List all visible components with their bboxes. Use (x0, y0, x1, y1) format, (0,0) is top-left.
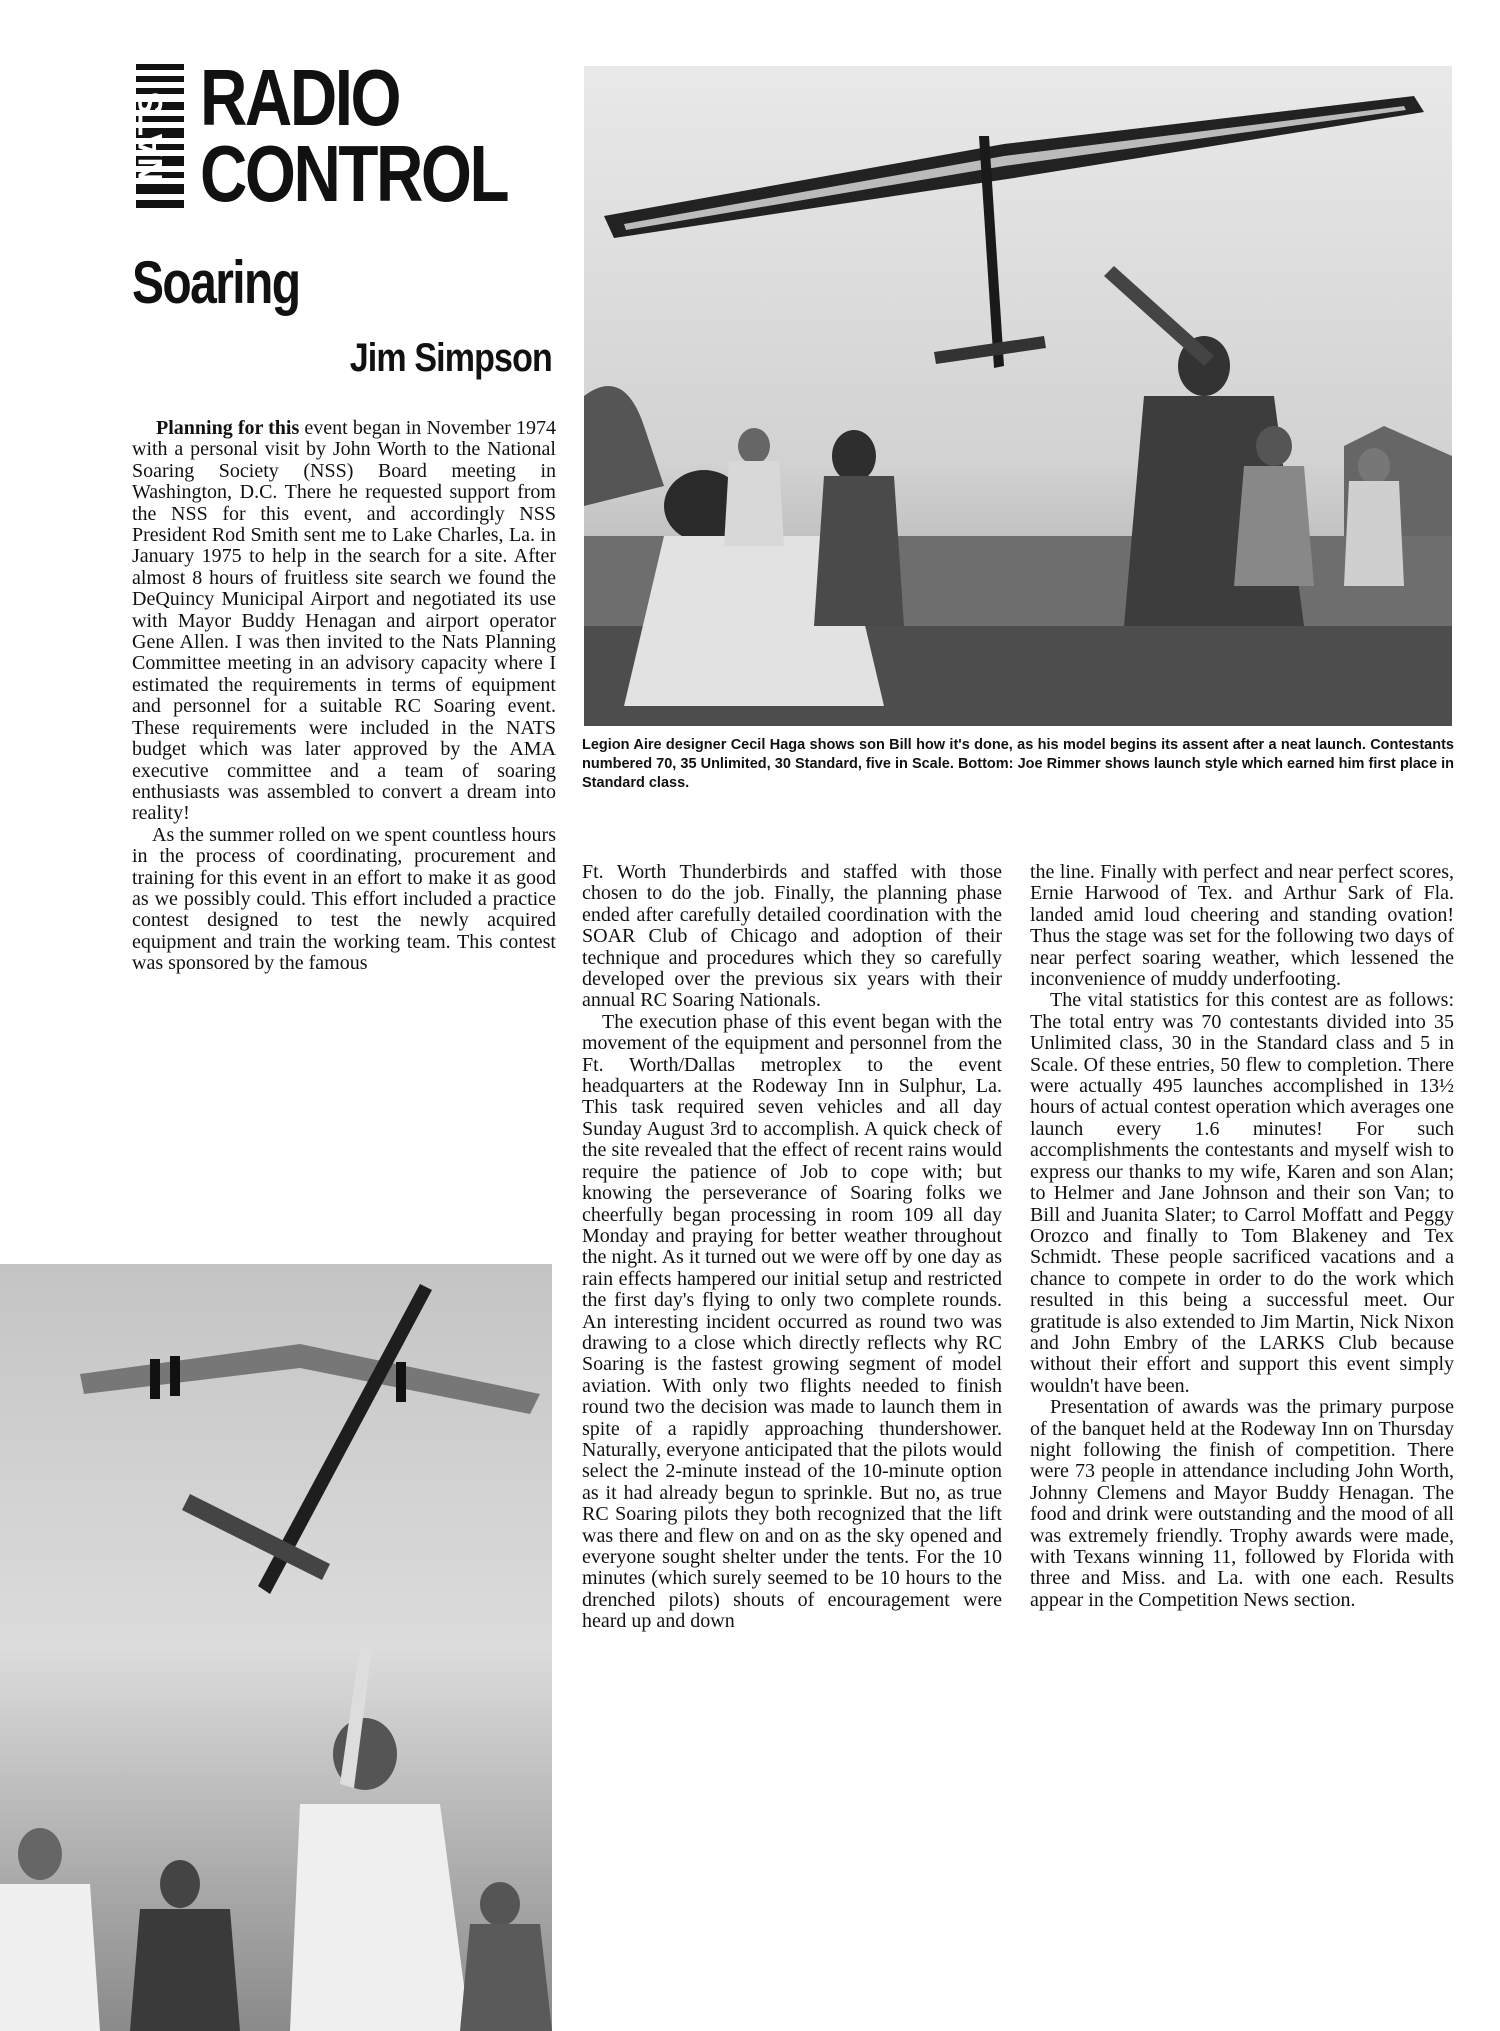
paragraph: the line. Finally with perfect and near perfect scores, Ernie Harwood of Tex. and Arthur Sark of Fla. landed amid loud cheering and standing ovation! Thus the stage was set for the following two days of near perfect soaring weather, which lessened the inconvenience of muddy underfooting. (1030, 861, 1454, 991)
page-title-line1: RADIO (200, 53, 400, 142)
section-heading: Soaring (132, 249, 300, 316)
article-column-3 (1030, 862, 1454, 1611)
paragraph: Ft. Worth Thunderbirds and staffed with those chosen to do the job. Finally, the planning phase ended after carefully detailed coordination with the SOAR Club of Chicago and adoption of their technique and procedures which they so carefully developed over the previous six years with their annual RC Soaring Nationals. (582, 861, 1002, 1012)
nats-logo-text: NATS (132, 91, 170, 183)
paragraph: The execution phase of this event began with the movement of the equipment and personnel from the Ft. Worth/Dallas metroplex to the event headquarters at the Rodeway Inn in Sulphur, La. This task required seven vehicles and all day Sunday August 3rd to accomplish. A quick check of the site revealed that the effect of recent rains would require the patience of Job to cope with; but knowing the perseverance of Soaring folks we cheerfully began processing in room 109 all day Monday and praying for better weather throughout the night. As it turned out we were off by one day as rain effects hampered our initial setup and restricted the first day's flying to only two complete rounds. An interesting incident occurred as round two was drawing to a close which directly reflects why RC Soaring is the fastest growing segment of model aviation. With only two flights needed to finish round two the decision was made to launch them in spite of a rapidly approaching thundershower. Naturally, everyone anticipated that the pilots would select the 2-minute instead of the 10-minute option as it had already begun to sprinkle. But no, as true RC Soaring pilots they both recognized that the lift was there and flew on and on as the sky opened and everyone sought shelter under the tents. For the 10 minutes (which surely seemed to be 10 hours to the drenched pilots) shouts of encouragement were heard up and down (582, 1010, 1002, 1633)
bottom-photo (0, 1264, 552, 2031)
paragraph: As the summer rolled on we spent countless hours in the process of coordinating, procurement and training for this event in an effort to make it as good as we possibly could. This effort included a practice contest designed to test the newly acquired equipment and train the working team. This contest was sponsored by the famous (132, 823, 556, 975)
photo-caption: Legion Aire designer Cecil Haga shows son Bill how it's done, as his model begins its assent after a neat launch. Contestants numbered 70, 35 Unlimited, 30 Standard, five in Scale. Bottom: Joe Rimmer shows launch style which earned him first place in Standard class. (582, 737, 1454, 791)
article-column-1 (132, 418, 556, 975)
paragraph: Presentation of awards was the primary purpose of the banquet held at the Rodeway Inn on Thursday night following the finish of competition. There were 73 people in attendance including John Worth, Johnny Clemens and Mayor Buddy Henagan. The food and drink were outstanding and the mood of all was extremely friendly. Trophy awards were made, with Texans winning 11, followed by Florida with three and Miss. and La. with one each. Results appear in the Competition News section. (1030, 1396, 1454, 1611)
page-title-line2: CONTROL (200, 129, 508, 218)
top-photo (584, 66, 1452, 726)
nats-logo (132, 62, 188, 212)
paragraph-text: event began in November 1974 with a personal visit by John Worth to the National Soaring Society (NSS) Board meeting in Washington, D.C. There he requested support from the NSS for this event, and accordingly NSS President Rod Smith sent me to Lake Charles, La. in January 1975 to help in the search for a site. After almost 8 hours of fruitless site search we found the DeQuincy Municipal Airport and negotiated its use with Mayor Buddy Henagan and airport operator Gene Allen. I was then invited to the Nats Planning Committee meeting in an advisory capacity where I estimated the requirements in terms of equipment and personnel for a suitable RC Soaring event. These requirements were included in the NATS budget which was later approved by the AMA executive committee and a team of soaring enthusiasts was assembled to convert a dream into reality! (132, 417, 556, 825)
author-byline: Jim Simpson (349, 336, 552, 380)
paragraph: The vital statistics for this contest are as follows: The total entry was 70 contestants divided into 35 Unlimited class, 30 in the Standard class and 5 in Scale. Of these entries, 50 flew to completion. There were actually 495 launches accomplished in 13½ hours of actual contest operation which averages one launch every 1.6 minutes! For such accomplishments the contestants and myself wish to express our thanks to my wife, Karen and son Alan; to Helmer and Jane Johnson and their son Van; to Bill and Juanita Slater; to Carrol Moffatt and Peggy Orozco and finally to Tom Blakeney and Tex Schmidt. These people sacrificed vacations and a chance to compete in order to do the work which resulted in this being a successful meet. Our gratitude is also extended to Jim Martin, Nick Nixon and John Embry of the LARKS Club because without their effort and support this event simply wouldn't have been. (1030, 989, 1454, 1397)
lead-in: Planning for this (156, 417, 300, 439)
paragraph (132, 418, 556, 825)
article-column-2 (582, 862, 1002, 1633)
